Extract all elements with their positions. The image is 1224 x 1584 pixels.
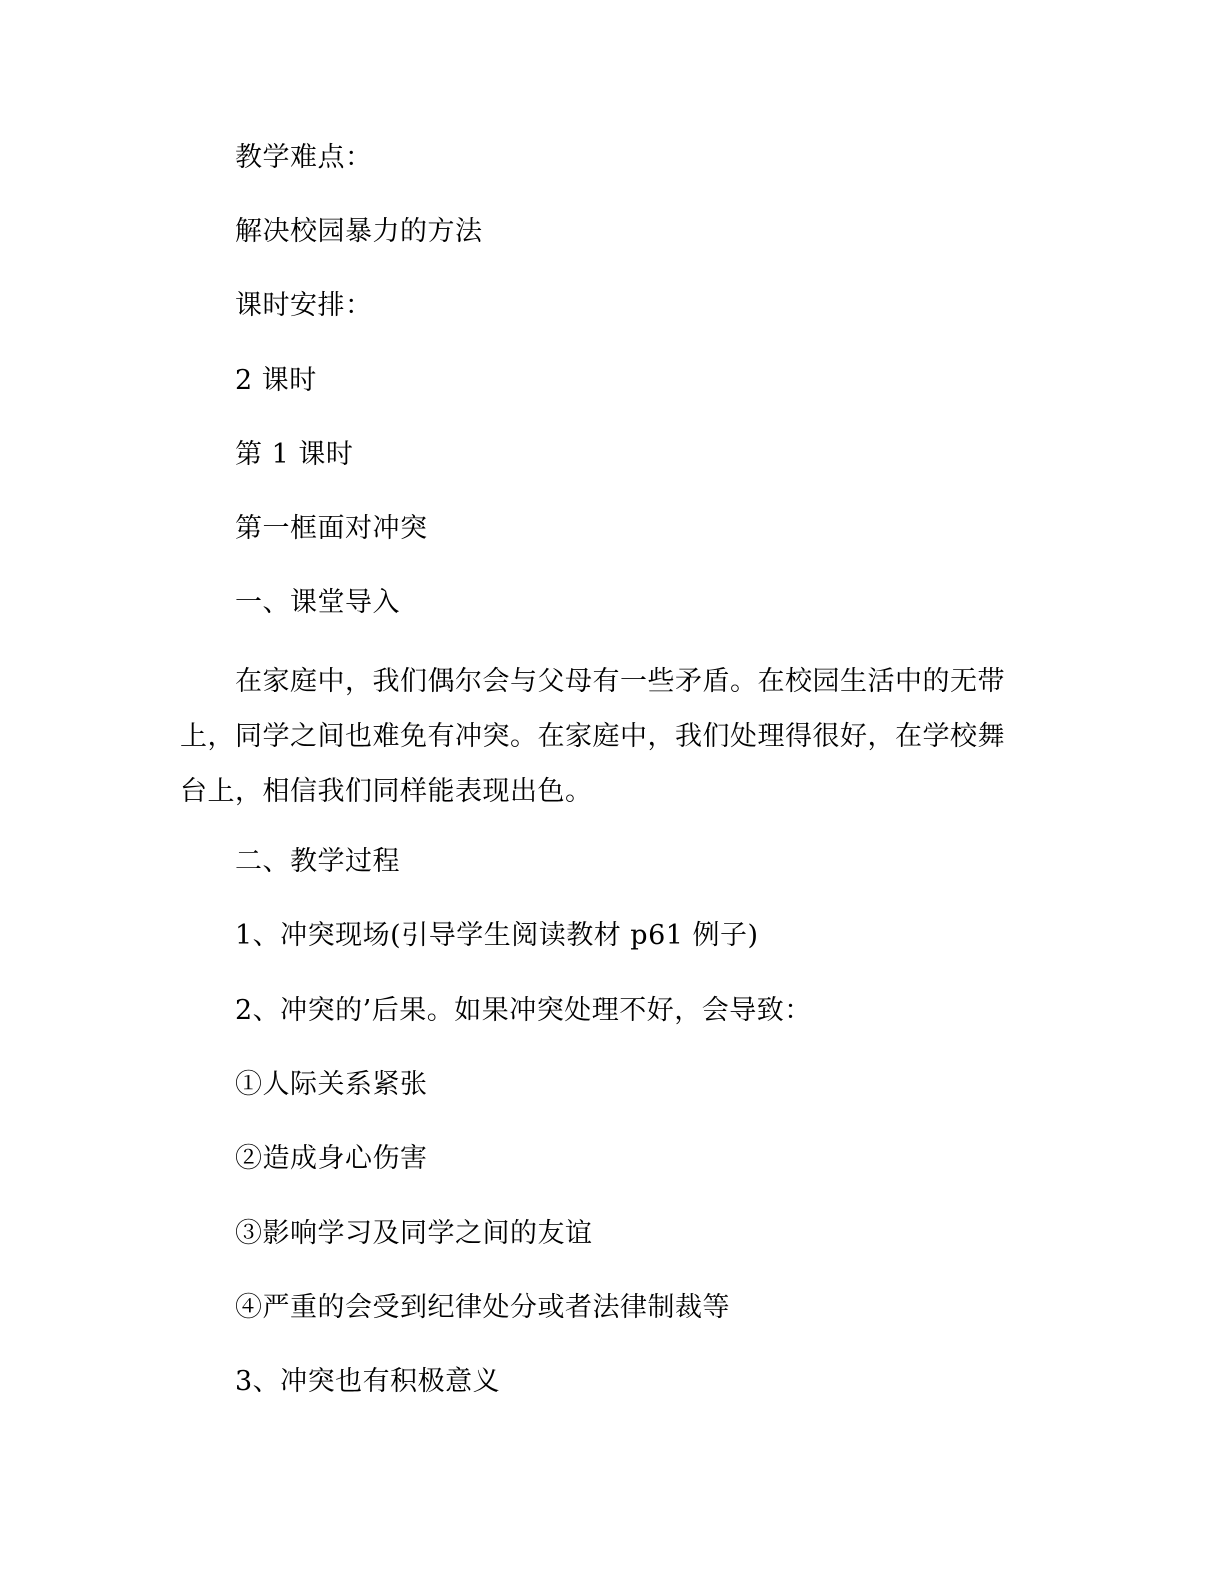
text-class-hours: 2 课时: [235, 365, 317, 396]
list-item: ②造成身心伤害: [235, 1143, 428, 1174]
list-item: ①人际关系紧张: [235, 1069, 428, 1100]
text-section-face-conflict: 第一框面对冲突: [235, 513, 428, 544]
heading-teaching-process: 二、教学过程: [235, 846, 400, 877]
list-item: 2、冲突的’后果。如果冲突处理不好，会导致：: [235, 995, 812, 1026]
heading-class-intro: 一、课堂导入: [235, 587, 400, 618]
text-solve-school-violence: 解决校园暴力的方法: [235, 216, 483, 247]
text-lesson-one: 第 1 课时: [235, 439, 354, 470]
intro-paragraph: 在家庭中，我们偶尔会与父母有一些矛盾。在校园生活中的无带上，同学之间也难免有冲突。在家庭中，我们处理得很好，在学校舞台上，相信我们同样能表现出色。: [180, 666, 1005, 807]
list-item: ③影响学习及同学之间的友谊: [235, 1218, 593, 1249]
list-item: 1、冲突现场(引导学生阅读教材 p61 例子): [235, 920, 759, 951]
heading-class-schedule: 课时安排：: [235, 290, 373, 321]
list-item: 3、冲突也有积极意义: [235, 1366, 501, 1397]
heading-teaching-difficulty: 教学难点：: [235, 142, 373, 173]
list-item: ④严重的会受到纪律处分或者法律制裁等: [235, 1292, 730, 1323]
